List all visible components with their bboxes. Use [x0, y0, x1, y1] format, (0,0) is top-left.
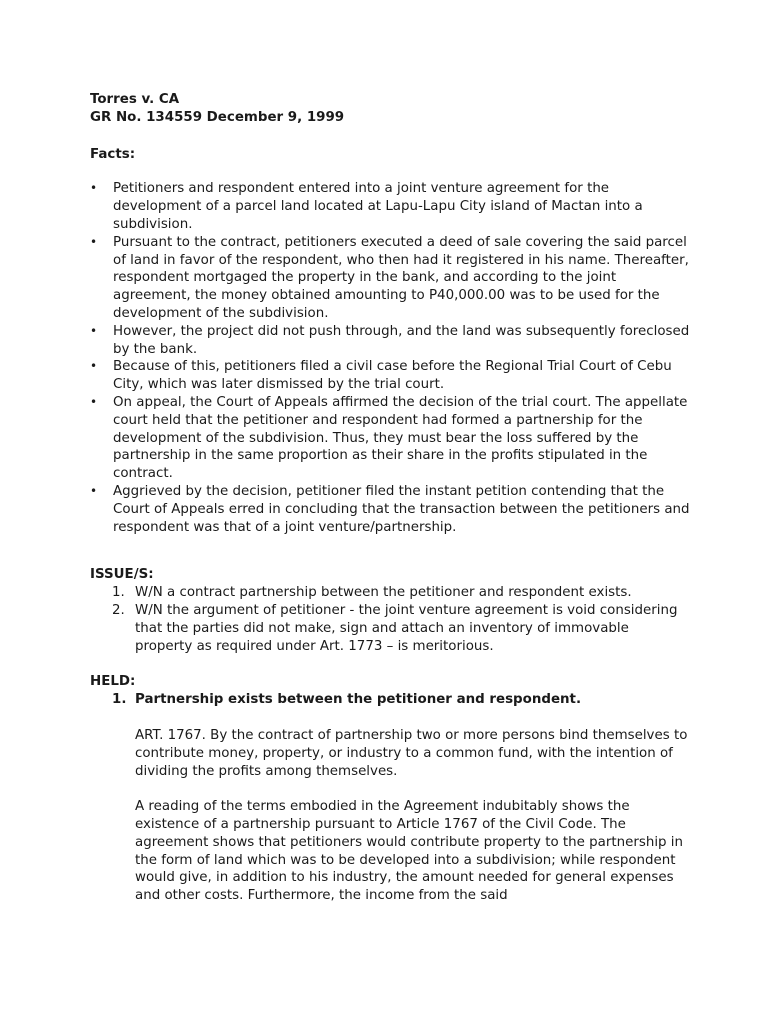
- list-item: [90, 323, 690, 359]
- bullet-icon: •: [90, 394, 98, 409]
- issue-text: W/N a contract partnership between the petitioner and respondent exists.: [135, 585, 632, 601]
- fact-text: Pursuant to the contract, petitioners executed a deed of sale covering the said parcel of land in favor of the respondent, who then had it registered in his name. Thereafter, respondent mortgaged the property in the bank, and according to the joint agreement, the money obtained amounting to P40,000.00 was to be used for the development of the subdivision.: [113, 234, 689, 321]
- issue-text: W/N the argument of petitioner - the joint venture agreement is void considering that the parties did not make, sign and attach an inventory of immovable property as required under Art. 1773 – is meritorious.: [135, 602, 678, 654]
- list-item: [90, 602, 690, 655]
- fact-text: On appeal, the Court of Appeals affirmed the decision of the trial court. The appellate court held that the petitioner and respondent had formed a partnership for the development of the subdivision. Thus, they must bear the loss suffered by the partnership in the same proportion as their share in the profits stipulated in the contract.: [113, 394, 688, 482]
- bullet-icon: •: [90, 359, 98, 374]
- bullet-icon: •: [90, 323, 98, 338]
- fact-text: Because of this, petitioners filed a civil case before the Regional Trial Court of Cebu City, which was later dismissed by the trial court.: [113, 359, 672, 393]
- fact-text: However, the project did not push through, and the land was subsequently foreclosed by the bank.: [113, 323, 690, 357]
- list-item: [90, 394, 690, 483]
- held-heading: HELD:: [90, 674, 136, 690]
- held-list: [90, 691, 690, 905]
- facts-list: [90, 180, 690, 536]
- holding-paragraph: ART. 1767. By the contract of partnership two or more persons bind themselves to contribute money, property, or industry to a common fund, with the intention of dividing the profits among themselves.: [135, 727, 688, 779]
- issues-heading: ISSUE/S:: [90, 567, 154, 583]
- issue-number: 2.: [112, 602, 125, 618]
- holding-paragraph: A reading of the terms embodied in the Agreement indubitably shows the existence of a partnership pursuant to Article 1767 of the Civil Code. The agreement shows that petitioners would contribute property to the partnership in the form of land which was to be developed into a subdivision; while respondent would give, in addition to his industry, the amount needed for general expenses and other costs. Furthermore, the income from the said: [135, 799, 684, 904]
- list-item: [90, 483, 690, 536]
- list-item: [90, 584, 690, 602]
- fact-text: Petitioners and respondent entered into a joint venture agreement for the development of a parcel land located at Lapu-Lapu City island of Mactan into a subdivision.: [113, 181, 643, 232]
- case-number: GR No. 134559 December 9, 1999: [90, 109, 345, 125]
- facts-heading: Facts:: [90, 146, 136, 162]
- holding-title: Partnership exists between the petitioner and respondent.: [135, 692, 582, 708]
- list-item: [90, 180, 690, 233]
- bullet-icon: •: [90, 181, 98, 196]
- bullet-icon: •: [90, 483, 98, 498]
- list-item: [90, 358, 690, 394]
- held-number: 1.: [112, 692, 127, 708]
- fact-text: Aggrieved by the decision, petitioner filed the instant petition contending that the Court of Appeals erred in concluding that the transaction between the petitioners and respondent was that of a joint venture/partnership.: [113, 483, 690, 535]
- case-title: Torres v. CA: [90, 92, 180, 107]
- list-item: [90, 234, 690, 323]
- list-item: [90, 691, 690, 905]
- bullet-icon: •: [90, 234, 98, 249]
- document-page: [90, 91, 690, 905]
- issue-number: 1.: [112, 585, 125, 601]
- issues-list: [90, 584, 690, 655]
